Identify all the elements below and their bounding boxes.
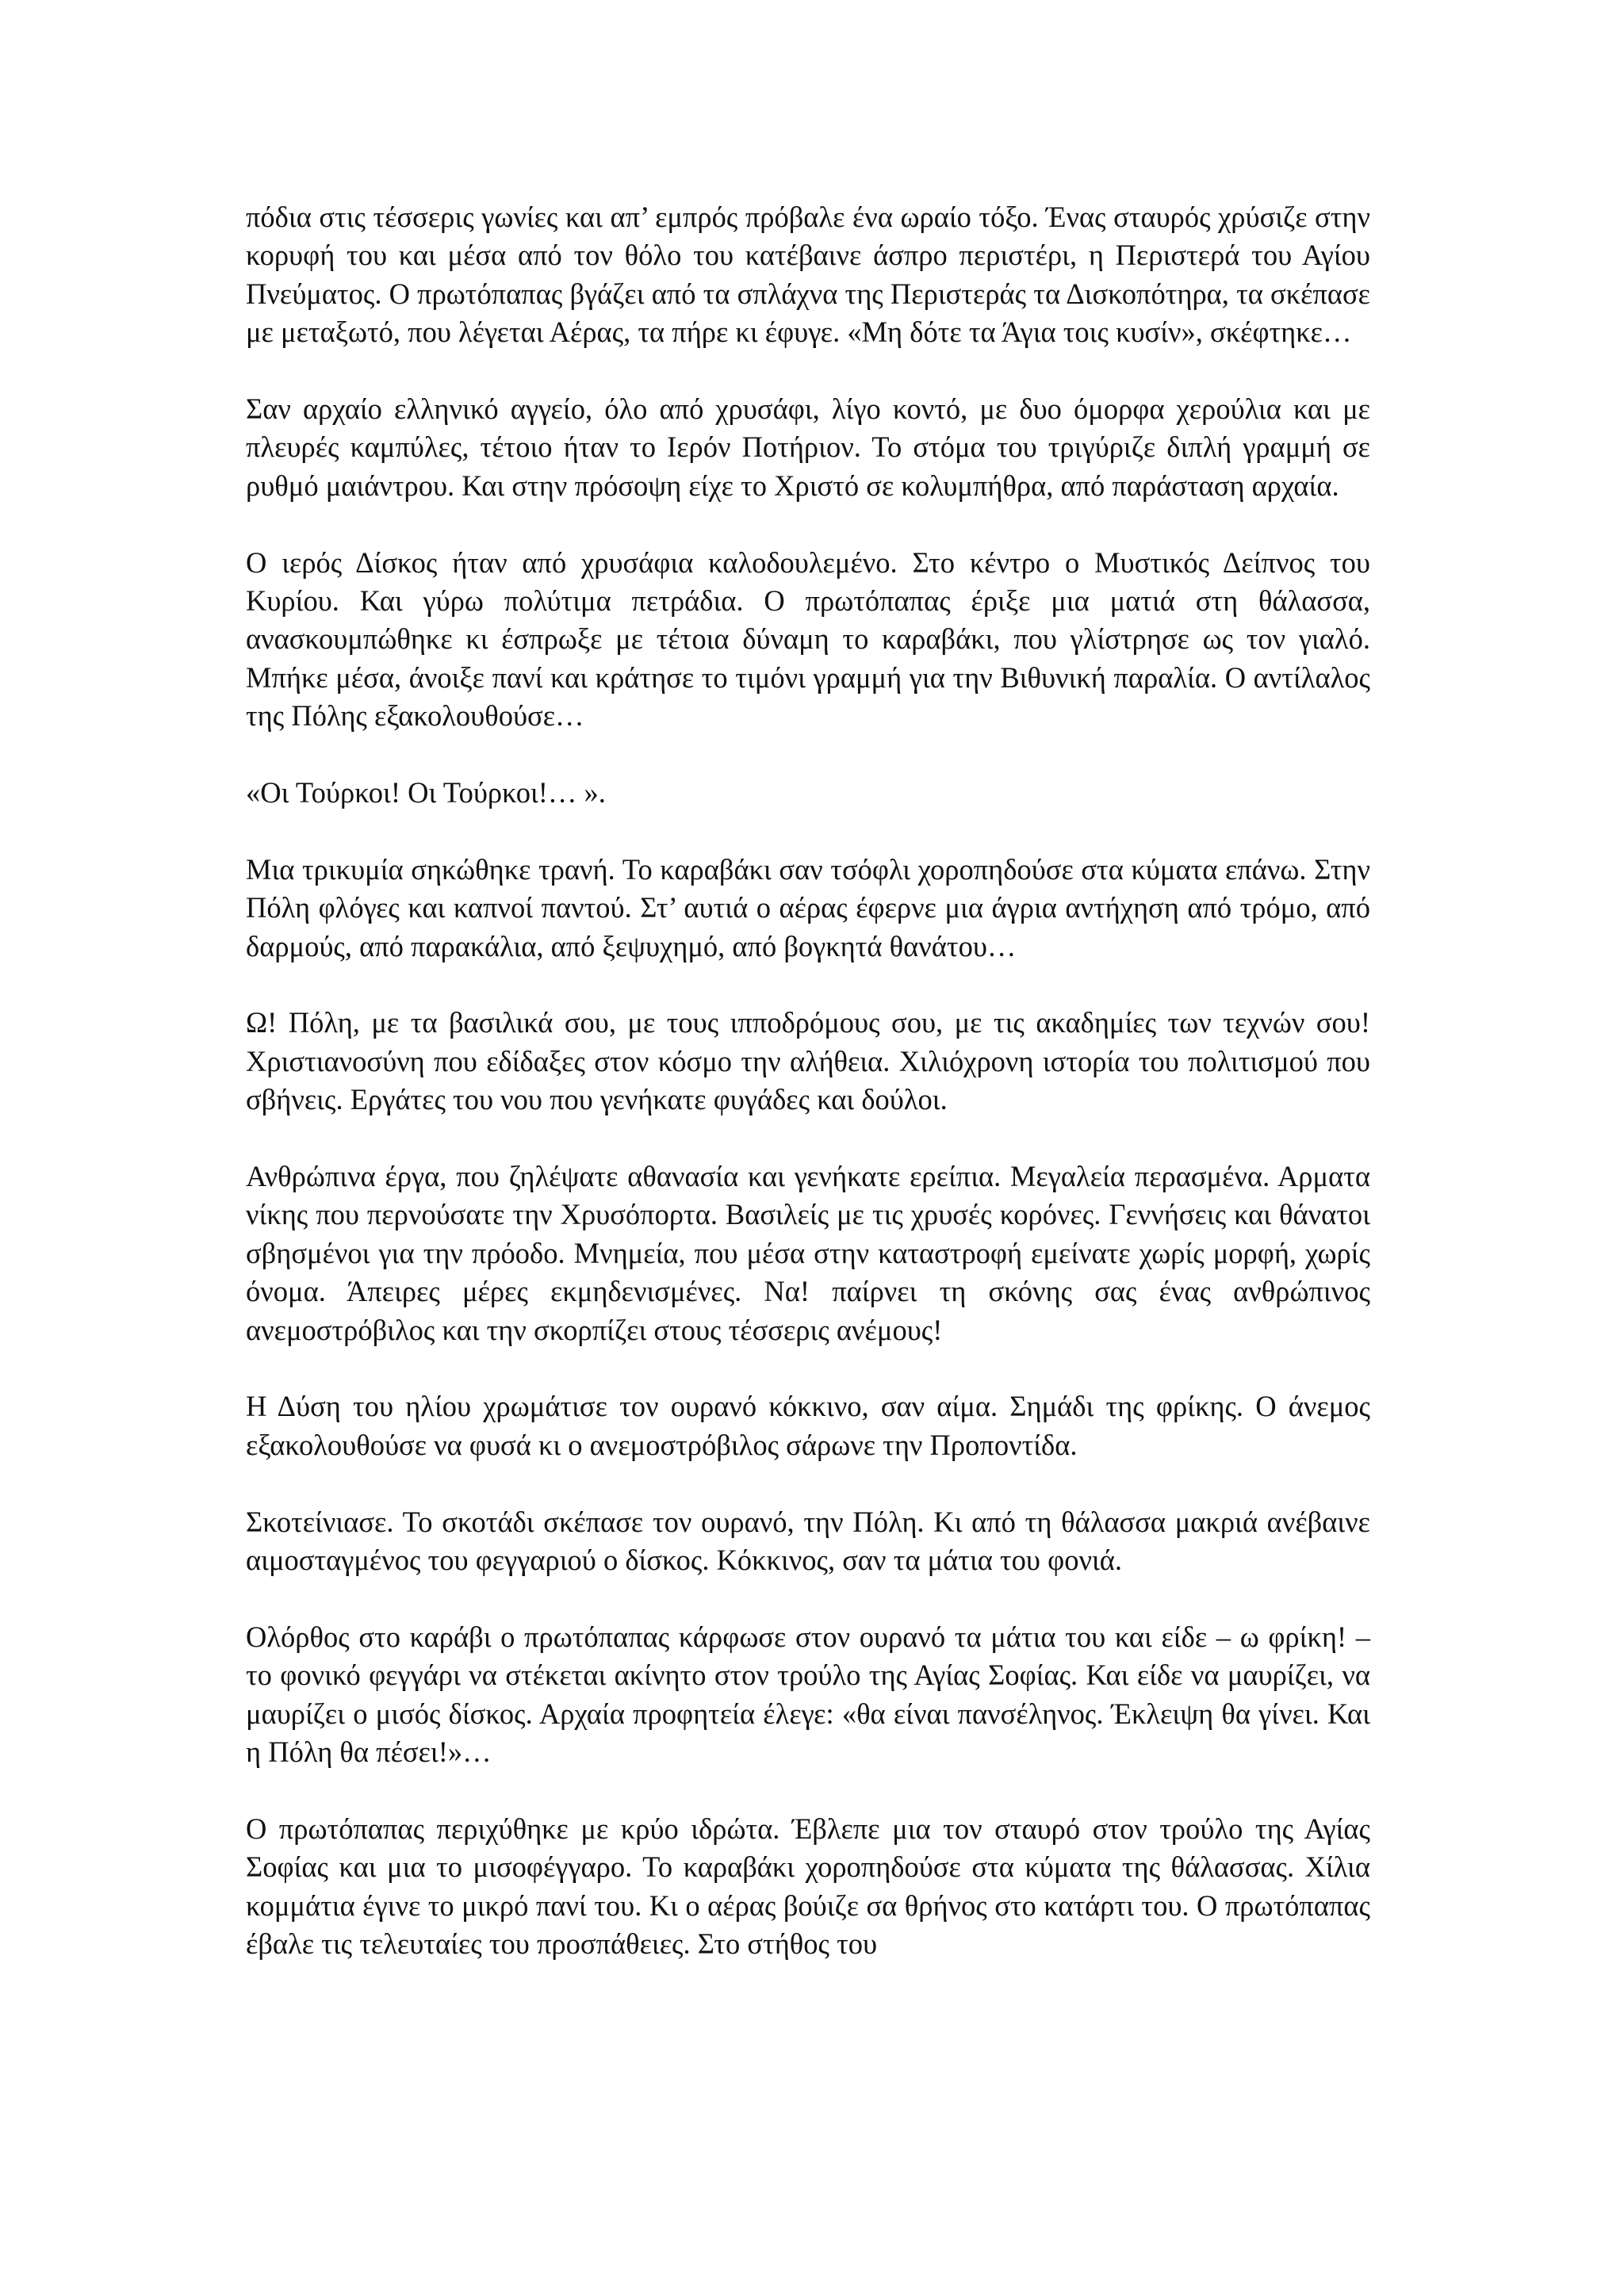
paragraph-6: Ω! Πόλη, με τα βασιλικά σου, με τους ιπποδρόμους σου, με τις ακαδημίες των τεχνών σου! Χριστιανοσύνη που εδίδαξες στον κόσμο την αλήθεια. Χιλιόχρονη ιστορία του πολιτισμού που σβήνεις. Εργάτες του νου που γενήκατε φυγάδες και δούλοι. xyxy=(246,1006,1370,1116)
paragraph-8: Η Δύση του ηλίου χρωμάτισε τον ουρανό κόκκινο, σαν αίμα. Σημάδι της φρίκης. Ο άνεμος εξακολουθούσε να φυσά κι ο ανεμοστρόβιλος σάρωνε την Προποντίδα. xyxy=(246,1390,1370,1461)
paragraph-11: Ο πρωτόπαπας περιχύθηκε με κρύο ιδρώτα. Έβλεπε μια τον σταυρό στον τρούλο της Αγίας Σοφίας και μια το μισοφέγγαρο. Το καραβάκι χοροπηδούσε στα κύματα της θάλασσας. Χίλια κομμάτια έγινε το μικρό πανί του. Κι ο αέρας βούιζε σα θρήνος στο κατάρτι του. Ο πρωτόπαπας έβαλε τις τελευταίες του προσπάθειες. Στο στήθος του xyxy=(246,1812,1370,1961)
paragraph-2: Σαν αρχαίο ελληνικό αγγείο, όλο από χρυσάφι, λίγο κοντό, με δυο όμορφα χερούλια και με πλευρές καμπύλες, τέτοιο ήταν το Ιερόν Ποτήριον. Το στόμα του τριγύριζε διπλή γραμμή σε ρυθμό μαιάντρου. Και στην πρόσοψη είχε το Χριστό σε κολυμπήθρα, από παράσταση αρχαία. xyxy=(246,392,1370,502)
paragraph-9: Σκοτείνιασε. Το σκοτάδι σκέπασε τον ουρανό, την Πόλη. Κι από τη θάλασσα μακριά ανέβαινε αιμοσταγμένος του φεγγαριού ο δίσκος. Κόκκινος, σαν τα μάτια του φονιά. xyxy=(246,1505,1370,1577)
document-body xyxy=(246,198,1370,1964)
paragraph-7: Ανθρώπινα έργα, που ζηλέψατε αθανασία και γενήκατε ερείπια. Μεγαλεία περασμένα. Αρματα νίκης που περνούσατε την Χρυσόπορτα. Βασιλείς με τις χρυσές κορόνες. Γεννήσεις και θάνατοι σβησμένοι για την πρόοδο. Μνημεία, που μέσα στην καταστροφή εμείνατε χωρίς μορφή, χωρίς όνομα. Άπειρες μέρες εκμηδενισμένες. Να! παίρνει τη σκόνης σας ένας ανθρώπινος ανεμοστρόβιλος και την σκορπίζει στους τέσσερις ανέμους! xyxy=(246,1160,1370,1346)
paragraph-10: Ολόρθος στο καράβι ο πρωτόπαπας κάρφωσε στον ουρανό τα μάτια του και είδε – ω φρίκη! – το φονικό φεγγάρι να στέκεται ακίνητο στον τρούλο της Αγίας Σοφίας. Και είδε να μαυρίζει, να μαυρίζει ο μισός δίσκος. Αρχαία προφητεία έλεγε: «θα είναι πανσέληνος. Έκλειψη θα γίνει. Και η Πόλη θα πέσει!»… xyxy=(246,1620,1370,1769)
paragraph-4: «Οι Τούρκοι! Οι Τούρκοι!… ». xyxy=(246,776,606,809)
paragraph-3: Ο ιερός Δίσκος ήταν από χρυσάφια καλοδουλεμένο. Στο κέντρο ο Μυστικός Δείπνος του Κυρίου. Και γύρω πολύτιμα πετράδια. Ο πρωτόπαπας έριξε μια ματιά στη θάλασσα, ανασκουμπώθηκε κι έσπρωξε με τέτοια δύναμη το καραβάκι, που γλίστρησε ως τον γιαλό. Μπήκε μέσα, άνοιξε πανί και κράτησε το τιμόνι γραμμή για την Βιθυνική παραλία. Ο αντίλαλος της Πόλης εξακολουθούσε… xyxy=(246,545,1370,733)
paragraph-1: πόδια στις τέσσερις γωνίες και απ’ εμπρός πρόβαλε ένα ωραίο τόξο. Ένας σταυρός χρύσιζε στην κορυφή του και μέσα από τον θόλο του κατέβαινε άσπρο περιστέρι, η Περιστερά του Αγίου Πνεύματος. Ο πρωτόπαπας βγάζει από τα σπλάχνα της Περιστεράς τα Δισκοπότηρα, τα σκέπασε με μεταξωτό, που λέγεται Αέρας, τα πήρε κι έφυγε. «Μη δότε τα Άγια τοις κυσίν», σκέφτηκε… xyxy=(246,201,1370,349)
paragraph-5: Μια τρικυμία σηκώθηκε τρανή. Το καραβάκι σαν τσόφλι χοροπηδούσε στα κύματα επάνω. Στην Πόλη φλόγες και καπνοί παντού. Στ’ αυτιά ο αέρας έφερνε μια άγρια αντήχηση από τρόμο, από δαρμούς, από παρακάλια, από ξεψυχημό, από βογκητά θανάτου… xyxy=(246,852,1370,962)
